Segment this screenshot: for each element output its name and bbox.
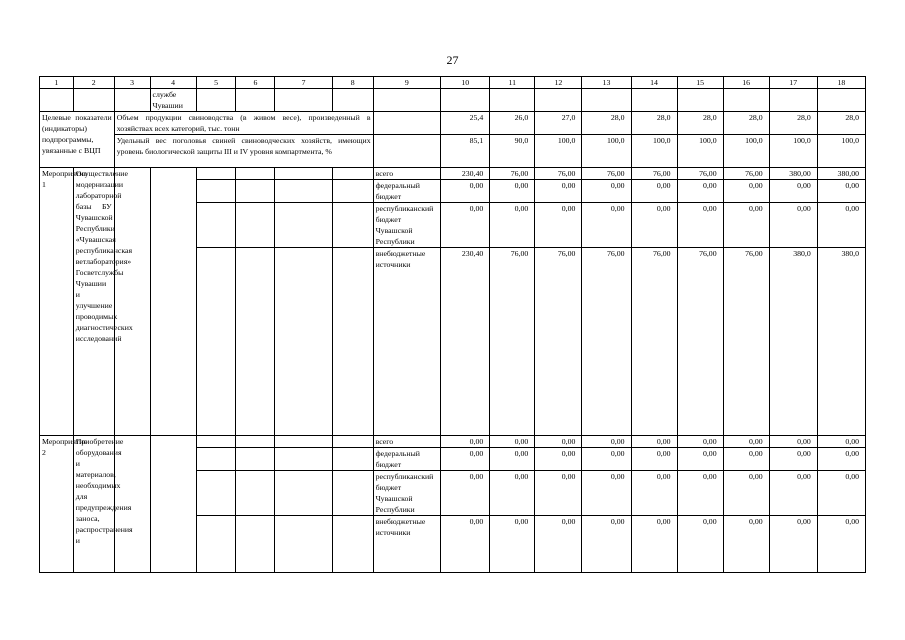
column-number: 9 — [373, 77, 441, 89]
funding-value: 0,00 — [582, 180, 631, 203]
funding-value: 0,00 — [490, 203, 535, 248]
funding-value: 0,00 — [723, 180, 769, 203]
empty-cell — [196, 516, 236, 573]
indicator-value: 28,0 — [817, 112, 865, 135]
funding-value: 380,00 — [817, 168, 865, 180]
funding-value: 0,00 — [441, 436, 490, 448]
indicator-value: 27,0 — [535, 112, 582, 135]
funding-value: 0,00 — [441, 516, 490, 573]
funding-value: 0,00 — [817, 448, 865, 471]
empty-cell — [332, 516, 373, 573]
funding-value: 0,00 — [535, 448, 582, 471]
funding-value: 0,00 — [582, 203, 631, 248]
empty-cell — [196, 168, 236, 180]
funding-row — [40, 168, 866, 180]
funding-value: 0,00 — [723, 448, 769, 471]
empty-cell — [236, 203, 275, 248]
empty-cell — [236, 248, 275, 436]
funding-value: 76,00 — [582, 248, 631, 436]
funding-value: 0,00 — [535, 436, 582, 448]
empty-cell — [40, 89, 74, 112]
funding-value: 0,00 — [490, 436, 535, 448]
empty-cell — [73, 89, 114, 112]
empty-cell — [332, 180, 373, 203]
empty-cell — [275, 248, 332, 436]
funding-value: 0,00 — [677, 448, 723, 471]
indicator-value: 28,0 — [769, 112, 817, 135]
funding-value: 76,00 — [631, 248, 677, 436]
funding-value: 0,00 — [677, 516, 723, 573]
funding-value: 0,00 — [490, 516, 535, 573]
funding-value: 0,00 — [582, 516, 631, 573]
funding-value: 0,00 — [490, 471, 535, 516]
indicator-value: 28,0 — [631, 112, 677, 135]
empty-cell — [275, 203, 332, 248]
funding-value: 230,40 — [441, 168, 490, 180]
funding-value: 0,00 — [723, 203, 769, 248]
funding-source: республиканский бюджет Чувашской Республики — [373, 203, 441, 248]
funding-value: 0,00 — [631, 448, 677, 471]
indicator-value: 100,0 — [723, 135, 769, 168]
funding-value: 0,00 — [535, 516, 582, 573]
column-number: 13 — [582, 77, 631, 89]
empty-cell — [275, 168, 332, 180]
empty-cell — [275, 448, 332, 471]
funding-value: 76,00 — [723, 168, 769, 180]
empty-cell — [490, 89, 535, 112]
empty-cell — [114, 89, 150, 112]
funding-value: 0,00 — [441, 203, 490, 248]
indicator-value: 25,4 — [441, 112, 490, 135]
column-number: 4 — [150, 77, 196, 89]
funding-value: 0,00 — [677, 471, 723, 516]
funding-value: 0,00 — [817, 203, 865, 248]
indicator-text: Объем продукции свиноводства (в живом весе), произведенный в хозяйствах всех категорий, тыс. тонн — [114, 112, 373, 135]
funding-value: 0,00 — [817, 180, 865, 203]
empty-cell — [150, 436, 196, 573]
empty-cell — [196, 203, 236, 248]
funding-value: 0,00 — [723, 471, 769, 516]
indicator-value: 28,0 — [677, 112, 723, 135]
empty-cell — [373, 112, 441, 135]
funding-value: 0,00 — [490, 180, 535, 203]
page-number: 27 — [446, 53, 459, 67]
empty-cell — [332, 89, 373, 112]
funding-value: 380,0 — [769, 248, 817, 436]
funding-source: внебюджетные источники — [373, 248, 441, 436]
empty-cell — [236, 89, 275, 112]
indicator-value: 100,0 — [582, 135, 631, 168]
empty-cell — [114, 168, 150, 436]
column-number: 11 — [490, 77, 535, 89]
funding-value: 76,00 — [535, 168, 582, 180]
funding-value: 76,00 — [582, 168, 631, 180]
funding-value: 0,00 — [723, 516, 769, 573]
column-number: 7 — [275, 77, 332, 89]
funding-value: 0,00 — [723, 436, 769, 448]
indicator-value: 100,0 — [817, 135, 865, 168]
funding-value: 0,00 — [769, 448, 817, 471]
indicator-row — [40, 112, 866, 135]
funding-value: 76,00 — [631, 168, 677, 180]
empty-cell — [236, 448, 275, 471]
empty-cell — [373, 89, 441, 112]
funding-source: внебюджетные источники — [373, 516, 441, 573]
funding-value: 0,00 — [441, 471, 490, 516]
empty-cell — [631, 89, 677, 112]
funding-value: 380,00 — [769, 168, 817, 180]
empty-cell — [582, 89, 631, 112]
funding-value: 0,00 — [535, 180, 582, 203]
event-label: Мероприятие 2 — [40, 436, 74, 573]
empty-cell — [373, 135, 441, 168]
indicator-value: 100,0 — [769, 135, 817, 168]
empty-cell — [236, 180, 275, 203]
column-number: 6 — [236, 77, 275, 89]
empty-cell — [196, 89, 236, 112]
funding-source: всего — [373, 436, 441, 448]
event-description: Приобретение оборудования и материалов, необходимых для предупреждения заноса, распространения и — [73, 436, 114, 573]
funding-value: 0,00 — [631, 471, 677, 516]
funding-source: федеральный бюджет — [373, 180, 441, 203]
indicator-value: 90,0 — [490, 135, 535, 168]
funding-value: 0,00 — [631, 180, 677, 203]
funding-source: всего — [373, 168, 441, 180]
funding-value: 0,00 — [631, 436, 677, 448]
empty-cell — [441, 89, 490, 112]
empty-cell — [332, 436, 373, 448]
indicator-text: Удельный вес поголовья свиней свиноводческих хозяйств, имеющих уровень биологической защиты III и IV уровня компартмента, % — [114, 135, 373, 168]
funding-source: республиканский бюджет Чувашской Республики — [373, 471, 441, 516]
event-description: Осуществление модернизации лабораторной базы БУ Чувашской Республики «Чувашская республиканская ветлаборатория» Госветслужбы Чувашии и улучшение проводимых диагностических исследований — [73, 168, 114, 436]
empty-cell — [150, 168, 196, 436]
funding-value: 0,00 — [769, 180, 817, 203]
empty-cell — [677, 89, 723, 112]
empty-cell — [332, 448, 373, 471]
continuation-text: службе Чувашии — [150, 89, 196, 112]
funding-value: 76,00 — [535, 248, 582, 436]
funding-value: 76,00 — [490, 168, 535, 180]
empty-cell — [332, 248, 373, 436]
empty-cell — [236, 436, 275, 448]
funding-value: 0,00 — [582, 471, 631, 516]
empty-cell — [196, 180, 236, 203]
indicator-value: 100,0 — [677, 135, 723, 168]
empty-cell — [236, 516, 275, 573]
funding-value: 0,00 — [677, 436, 723, 448]
indicator-value: 85,1 — [441, 135, 490, 168]
column-number: 10 — [441, 77, 490, 89]
indicator-value: 100,0 — [535, 135, 582, 168]
funding-value: 0,00 — [441, 448, 490, 471]
funding-value: 0,00 — [769, 436, 817, 448]
indicator-value: 26,0 — [490, 112, 535, 135]
empty-cell — [535, 89, 582, 112]
funding-value: 0,00 — [817, 516, 865, 573]
empty-cell — [196, 448, 236, 471]
funding-value: 0,00 — [490, 448, 535, 471]
funding-value: 0,00 — [441, 180, 490, 203]
indicator-value: 28,0 — [723, 112, 769, 135]
funding-value: 76,00 — [677, 248, 723, 436]
empty-cell — [196, 248, 236, 436]
empty-cell — [769, 89, 817, 112]
funding-value: 0,00 — [582, 448, 631, 471]
empty-cell — [275, 471, 332, 516]
indicator-value: 28,0 — [582, 112, 631, 135]
funding-value: 0,00 — [769, 203, 817, 248]
funding-value: 76,00 — [490, 248, 535, 436]
funding-value: 76,00 — [677, 168, 723, 180]
empty-cell — [196, 436, 236, 448]
funding-value: 0,00 — [817, 471, 865, 516]
targets-label: Целевые показатели (индикаторы) подпрограммы, увязанные с ВЦП — [40, 112, 115, 168]
column-number: 18 — [817, 77, 865, 89]
empty-cell — [196, 471, 236, 516]
column-number: 12 — [535, 77, 582, 89]
funding-value: 380,0 — [817, 248, 865, 436]
funding-value: 0,00 — [631, 516, 677, 573]
empty-cell — [275, 436, 332, 448]
funding-value: 0,00 — [769, 471, 817, 516]
column-number: 14 — [631, 77, 677, 89]
event-label: Мероприятие 1 — [40, 168, 74, 436]
funding-value: 76,00 — [723, 248, 769, 436]
column-number: 3 — [114, 77, 150, 89]
funding-value: 0,00 — [677, 203, 723, 248]
indicator-value: 100,0 — [631, 135, 677, 168]
funding-value: 0,00 — [769, 516, 817, 573]
table-body — [40, 77, 866, 573]
column-number: 15 — [677, 77, 723, 89]
empty-cell — [817, 89, 865, 112]
funding-row — [40, 436, 866, 448]
empty-cell — [236, 168, 275, 180]
funding-value: 0,00 — [817, 436, 865, 448]
funding-value: 230,40 — [441, 248, 490, 436]
program-table — [39, 76, 866, 573]
column-number: 5 — [196, 77, 236, 89]
funding-value: 0,00 — [535, 203, 582, 248]
empty-cell — [723, 89, 769, 112]
empty-cell — [275, 89, 332, 112]
column-number: 8 — [332, 77, 373, 89]
funding-source: федеральный бюджет — [373, 448, 441, 471]
funding-value: 0,00 — [582, 436, 631, 448]
empty-cell — [275, 516, 332, 573]
funding-value: 0,00 — [677, 180, 723, 203]
empty-cell — [332, 168, 373, 180]
column-number: 17 — [769, 77, 817, 89]
funding-value: 0,00 — [631, 203, 677, 248]
empty-cell — [236, 471, 275, 516]
funding-value: 0,00 — [535, 471, 582, 516]
empty-cell — [332, 203, 373, 248]
column-number: 16 — [723, 77, 769, 89]
indicator-row — [40, 135, 866, 168]
column-number-row — [40, 77, 866, 89]
continuation-row — [40, 89, 866, 112]
column-number: 1 — [40, 77, 74, 89]
column-number: 2 — [73, 77, 114, 89]
empty-cell — [332, 471, 373, 516]
empty-cell — [275, 180, 332, 203]
